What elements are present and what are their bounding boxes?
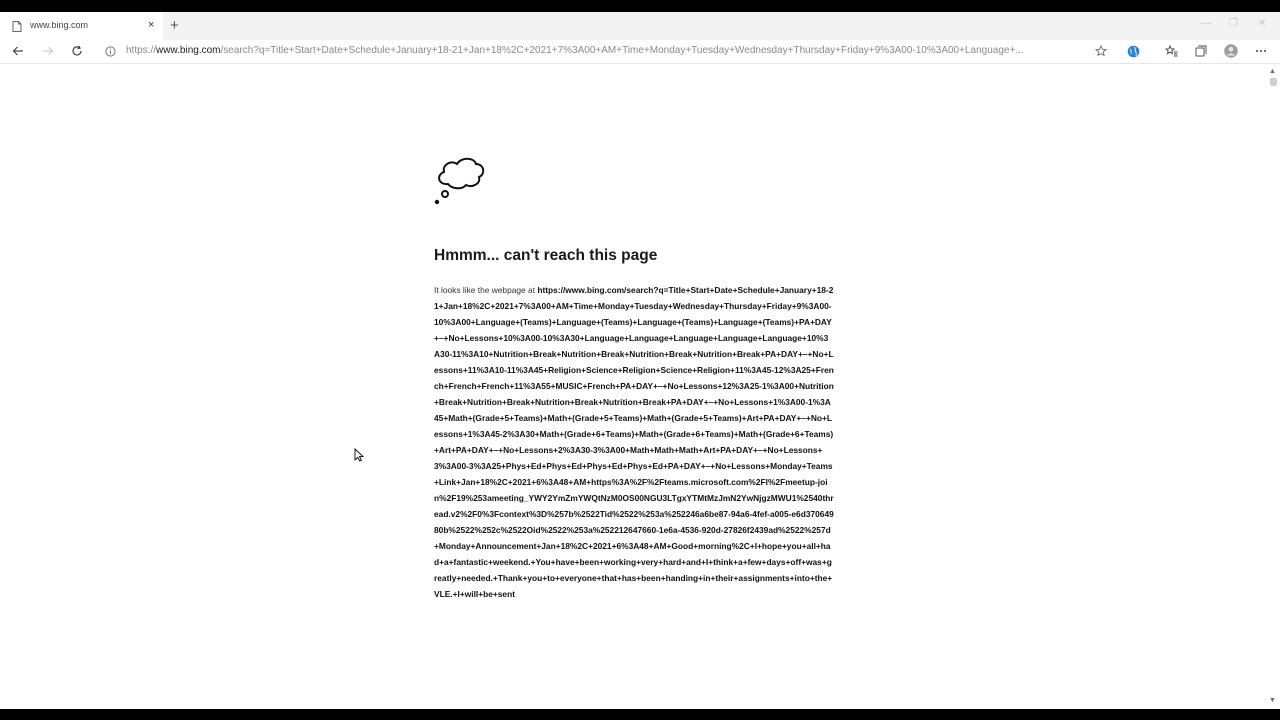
thought-bubble-icon <box>434 154 486 206</box>
info-icon[interactable] <box>102 43 118 59</box>
forward-arrow-icon[interactable] <box>40 43 56 59</box>
address-bar[interactable] <box>126 45 1086 56</box>
more-menu-icon[interactable] <box>1253 43 1269 59</box>
scrollbar-thumb[interactable] <box>1270 78 1277 86</box>
tab-title: www.bing.com <box>30 20 89 30</box>
close-window-button[interactable]: ✕ <box>1258 18 1267 29</box>
page-icon <box>12 21 22 32</box>
maximize-button[interactable]: ❐ <box>1229 18 1238 29</box>
minimize-button[interactable]: — <box>1201 18 1211 29</box>
browser-window <box>0 12 1280 709</box>
collections-icon[interactable] <box>1193 43 1209 59</box>
error-url: https://www.bing.com/search?q=Title+Start+Date+Schedule+January+18-21+Jan+18%2C+2021+7%3A00+AM+Time+Monday+Tuesday+Wednesday+Thursday+Friday+9%3A00-10%3A00+Language+(Teams)+Language+(Teams)+Language+(Teams)+Language+(Teams)+PA+DAY+–+No+Lessons+10%3A00-10%3A30+Language+Language+Language+Language+Language+10%3A30-11%3A10+Nutrition+Break+Nutrition+Break+Nutrition+Break+Nutrition+Break+PA+DAY+–+No+Lessons+11%3A10-11%3A45+Religion+Science+Religion+Science+Religion+11%3A45-12%3A25+French+French+French+11%3A55+MUSIC+French+PA+DAY+–+No+Lessons+12%3A25-1%3A00+Nutrition+Break+Nutrition+Break+Nutrition+Break+Nutrition+Break+PA+DAY+–+No+Lessons+1%3A00-1%3A45+Math+(Grade+5+Teams)+Math+(Grade+5+Teams)+Math+(Grade+5+Teams)+Art+PA+DAY+–+No+Lessons+1%3A45-2%3A30+Math+(Grade+6+Teams)+Math+(Grade+6+Teams)+Math+(Grade+6+Teams)+Art+PA+DAY+–+No+Lessons+2%3A30-3%3A00+Math+Math+Math+Art+PA+DAY+–+No+Lessons+3%3A00-3%3A25+Phys+Ed+Phys+Ed+Phys+Ed+Phys+Ed+PA+DAY+–+No+Lessons+Monday+Teams+Link+Jan+18%2C+2021+6%3A48+AM+https%3A%2F%2Fteams.microsoft.com%2Fl%2Fmeetup-join%2F19%253ameeting_YWY2YmZmYWQtNzM0OS00NGU3LTgxYTMtMzJmN2YwNjgzMWU1%2540thread.v2%2F0%3Fcontext%3D%257b%2522Tid%2522%253a%252246a6be87-94a6-4fef-a005-e6d37064980b%2522%252c%2522Oid%2522%253a%252212647660-1e6a-4536-920d-27826f2439ad%2522%257d+Monday+Announcement+Jan+18%2C+2021+6%3A48+AM+Good+morning%2C+I+hope+you+all+had+a+fantastic+weekend.+You+have+been+working+very+hard+and+I+think+a+few+days+off+was+greatly+needed.+Thank+you+to+everyone+that+has+been+handing+in+their+assignments+into+the+VLE.+I+will+be+sent <box>434 285 834 599</box>
close-tab-icon[interactable]: × <box>148 19 155 31</box>
tab-bar <box>0 12 1280 40</box>
profile-icon[interactable] <box>1223 43 1239 59</box>
refresh-icon[interactable] <box>69 43 85 59</box>
star-icon[interactable] <box>1093 43 1109 59</box>
new-tab-button[interactable]: + <box>170 17 179 34</box>
bottom-bar <box>0 709 1280 720</box>
page-content <box>0 64 1266 709</box>
scroll-down-icon[interactable]: ▼ <box>1269 697 1276 704</box>
error-message <box>434 282 834 602</box>
back-arrow-icon[interactable] <box>10 43 26 59</box>
error-intro: It looks like the webpage at <box>434 285 538 295</box>
mouse-cursor-icon <box>354 448 364 462</box>
active-tab[interactable] <box>0 12 163 40</box>
url-scheme: https:// <box>126 45 157 56</box>
error-title: Hmmm... can't reach this page <box>434 247 658 264</box>
url-path: /search?q=Title+Start+Date+Schedule+January+18-21+Jan+18%2C+2021+7%3A00+AM+Time+Monday+Tuesday+Wednesday+Thursday+Friday+9%3A00-10%3A00+Language+... <box>220 45 1024 56</box>
url-host: www.bing.com <box>156 45 221 56</box>
favorites-icon[interactable] <box>1163 43 1179 59</box>
globe-extension-icon[interactable] <box>1125 43 1141 59</box>
vertical-scrollbar[interactable] <box>1266 64 1280 709</box>
scroll-up-icon[interactable]: ▲ <box>1269 68 1276 75</box>
toolbar <box>0 40 1280 64</box>
